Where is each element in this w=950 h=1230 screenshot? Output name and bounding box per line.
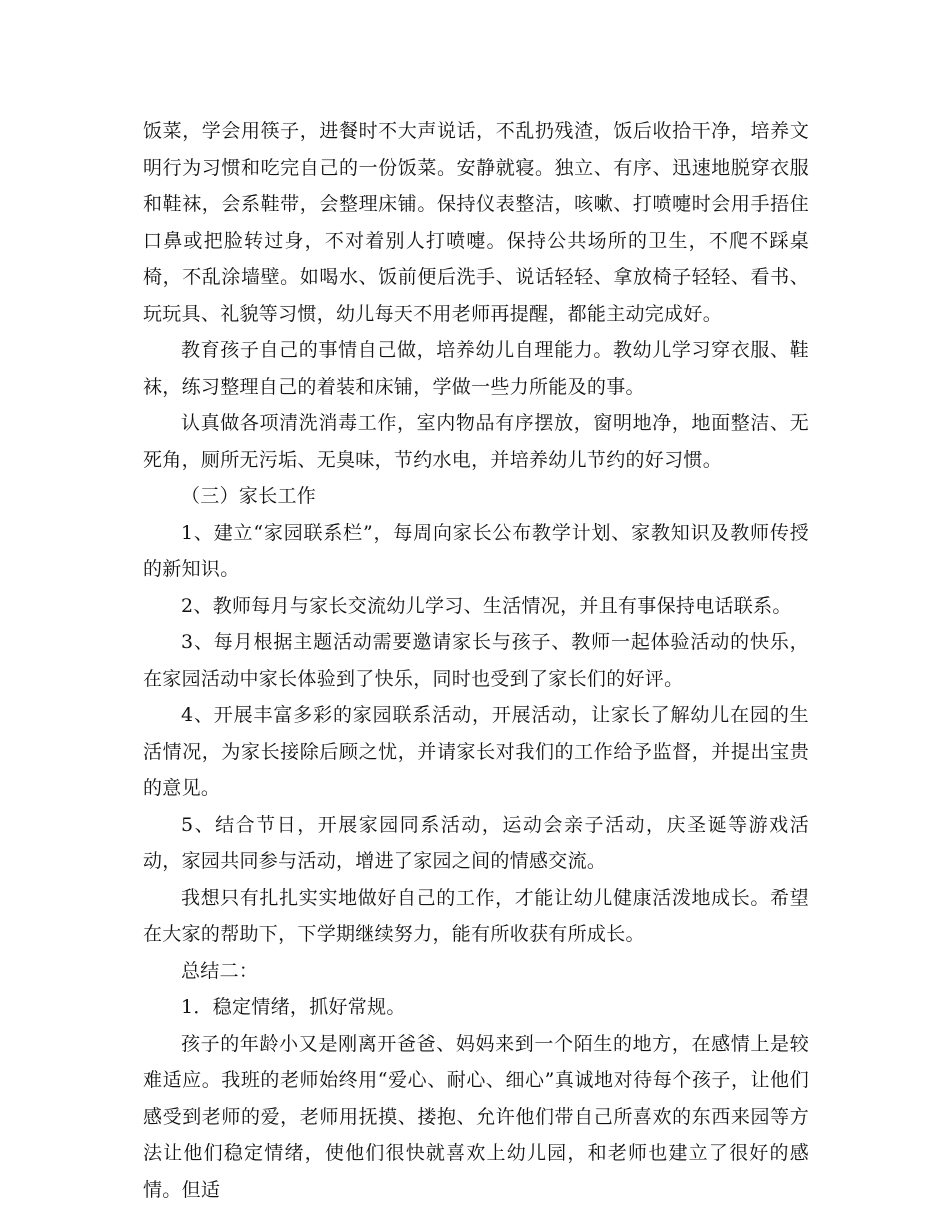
paragraph-adaptation: 孩子的年龄小又是刚离开爸爸、妈妈来到一个陌生的地方，在感情上是较难适应。我班的老师始终用“爱心、耐心、细心”真诚地对待每个孩子，让他们感受到老师的爱，老师用抚摸、搂抱、允许他们带自己所喜欢的东西来园等方法让他们稳定情绪，使他们很快就喜欢上幼儿园，和老师也建立了很好的感情。但适 <box>143 1032 809 1201</box>
subheading-stabilize-emotions: 1．稳定情绪，抓好常规。 <box>181 996 406 1018</box>
list-item-3: 3、每月根据主题活动需要邀请家长与孩子、教师一起体验活动的快乐，在家园活动中家长体验到了快乐，同时也受到了家长们的好评。 <box>143 631 809 690</box>
section-heading-parent-work: （三）家长工作 <box>181 485 317 507</box>
list-item-5: 5、结合节日，开展家园同系活动，运动会亲子活动，庆圣诞等游戏活动，家园共同参与活动，增进了家园之间的情感交流。 <box>143 813 809 872</box>
document-body <box>143 113 809 1208</box>
section-heading-summary-two: 总结二： <box>181 959 259 982</box>
list-item-2: 2、教师每月与家长交流幼儿学习、生活情况，并且有事保持电话联系。 <box>181 594 792 617</box>
paragraph-self-care: 教育孩子自己的事情自己做，培养幼儿自理能力。教幼儿学习穿衣服、鞋袜，练习整理自己的着装和床铺，学做一些力所能及的事。 <box>143 339 809 398</box>
paragraph-conclusion: 我想只有扎扎实实地做好自己的工作，才能让幼儿健康活泼地成长。希望在大家的帮助下，下学期继续努力，能有所收获有所成长。 <box>143 886 809 945</box>
list-item-4: 4、开展丰富多彩的家园联系活动，开展活动，让家长了解幼儿在园的生活情况，为家长接除后顾之忧，并请家长对我们的工作给予监督，并提出宝贵的意见。 <box>143 704 809 799</box>
paragraph-habits: 饭菜，学会用筷子，进餐时不大声说话，不乱扔残渣，饭后收拾干净，培养文明行为习惯和吃完自己的一份饭菜。安静就寝。独立、有序、迅速地脱穿衣服和鞋袜，会系鞋带，会整理床铺。保持仪表整洁，咳嗽、打喷嚏时会用手捂住口鼻或把脸转过身，不对着别人打喷嚏。保持公共场所的卫生，不爬不踩桌椅，不乱涂墙壁。如喝水、饭前便后洗手、说话轻轻、拿放椅子轻轻、看书、玩玩具、礼貌等习惯，幼儿每天不用老师再提醒，都能主动完成好。 <box>143 120 809 325</box>
list-item-1: 1、建立“家园联系栏”，每周向家长公布教学计划、家教知识及教师传授的新知识。 <box>143 521 809 580</box>
paragraph-cleaning: 认真做各项清洗消毒工作，室内物品有序摆放，窗明地净，地面整洁、无死角，厕所无污垢、无臭味，节约水电，并培养幼儿节约的好习惯。 <box>143 412 809 471</box>
